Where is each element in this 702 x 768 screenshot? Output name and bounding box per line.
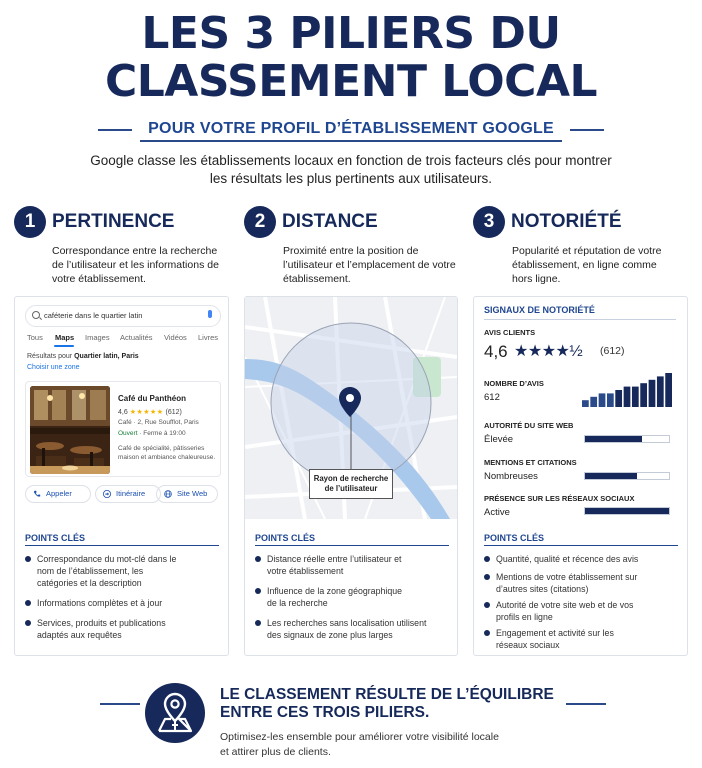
review-count-bar [624,387,631,407]
phone-icon [33,490,41,498]
review-count-bar [632,387,639,407]
directions-label: Itinéraire [116,489,146,498]
results-place: Quartier latin, Paris [74,353,139,360]
notoriete-point-4: Engagement et activité sur les réseaux sociaux [484,627,634,651]
website-label: Site Web [177,489,208,498]
search-icon [32,311,40,319]
signal-1-value: Élevée [484,434,514,445]
place-hours [118,430,186,437]
website-button[interactable] [156,485,218,503]
subtitle-rule-right [570,129,604,131]
place-rating-value: 4,6 [118,409,128,416]
notoriete-point-3: Autorité de votre site web et de vos profils en ligne [484,599,634,623]
review-count-value: 612 [484,392,500,403]
distance-point-2: Influence de la zone géographique de la recherche [255,585,405,609]
signals-title: SIGNAUX DE NOTORIÉTÉ [484,305,595,315]
choose-zone-link[interactable]: Choisir une zone [27,364,80,371]
footer-rule-right [566,703,606,705]
distance-point-3: Les recherches sans localisation utilisent des signaux de zone plus larges [255,617,431,641]
pillar-2-name: DISTANCE [282,211,378,232]
map-location-icon [145,683,205,743]
signal-1-label: AUTORITÉ DU SITE WEB [484,421,574,430]
map-illustration [245,297,457,519]
reviews-label: AVIS CLIENTS [484,328,536,337]
search-input[interactable] [25,305,221,327]
microphone-icon[interactable] [208,310,212,318]
location-pin-icon [339,387,361,417]
pertinence-point-1: Correspondance du mot-clé dans le nom de l’établissement, les catégories et la description [25,553,185,589]
page-title-line2: CLASSEMENT LOCAL [104,56,598,107]
tab-tous[interactable]: Tous [27,333,43,342]
rating-value: 4,6 [484,342,508,361]
review-count-bar [649,380,656,407]
tab-livres[interactable]: Livres [198,333,219,342]
tab-actualites[interactable]: Actualités [120,333,153,342]
page-subtitle: POUR VOTRE PROFIL D’ÉTABLISSEMENT GOOGLE [148,120,554,137]
review-count-chart [582,371,672,407]
footer-rule-left [100,703,140,705]
tab-videos[interactable]: Vidéos [164,333,187,342]
review-count-bar [599,393,606,407]
pertinence-points-rule [25,545,219,546]
signal-3-bar-fill [585,508,669,514]
tab-images[interactable]: Images [85,333,110,342]
search-tabs [27,333,223,347]
search-radius-label: Rayon de recherche de l’utilisateur [309,469,393,499]
pertinence-points-title: POINTS CLÉS [25,533,86,543]
pillar-3-number-badge: 3 [473,206,505,238]
signal-2-value: Nombreuses [484,471,538,482]
review-count-bar [607,393,614,407]
signal-2-label: MENTIONS ET CITATIONS [484,458,577,467]
subtitle-row [0,118,702,142]
results-for [27,353,139,360]
pertinence-point-2: Informations complètes et à jour [25,597,205,609]
signal-3-label: PRÉSENCE SUR LES RÉSEAUX SOCIAUX [484,494,635,503]
globe-icon [164,490,172,498]
pillar-2-description: Proximité entre la position de l’utilisateur et l’emplacement de votre établissement. [283,245,456,285]
footer-subtext-line2: et attirer plus de clients. [220,746,331,758]
distance-points-rule [255,545,449,546]
place-rating [118,408,182,416]
footer-subtext [220,730,499,760]
directions-button[interactable] [95,485,161,503]
place-name: Café du Panthéon [118,394,187,403]
active-tab-indicator [54,345,74,347]
distance-card [244,296,458,656]
signal-2-bar-fill [585,473,637,479]
footer-headline-line1: LE CLASSEMENT RÉSULTE DE L’ÉQUILIBRE [220,686,554,703]
notoriete-card [473,296,688,656]
results-prefix: Résultats pour [27,353,73,360]
call-label: Appeler [46,489,72,498]
map-pin-badge [145,683,205,743]
rating-count: (612) [600,345,625,357]
place-description: Café de spécialité, pâtisseries maison et ambiance chaleureuse. [118,445,216,461]
place-stars: ★★★★★ [129,409,164,416]
pertinence-card [14,296,229,656]
review-count-bar [582,400,589,407]
pillar-3-description: Popularité et réputation de votre établissement, en ligne comme hors ligne. [512,245,662,285]
rating-stars: ★★★★½ [514,343,583,360]
review-count-bar [615,390,622,407]
review-count-bar [665,373,672,407]
signal-3-value: Active [484,507,510,518]
pillar-3-name: NOTORIÉTÉ [511,211,622,232]
place-open-status: Ouvert [118,430,138,437]
review-count-label: NOMBRE D’AVIS [484,379,544,388]
review-count-bar [640,383,647,407]
notoriete-points-title: POINTS CLÉS [484,533,545,543]
signal-3-bar [584,507,670,515]
signals-rule [484,319,676,320]
call-button[interactable] [25,485,91,503]
pertinence-point-3: Services, produits et publications adaptés aux requêtes [25,617,175,641]
distance-points-title: POINTS CLÉS [255,533,316,543]
subtitle-rule-left [98,129,132,131]
pillar-1-name: PERTINENCE [52,211,175,232]
tab-maps[interactable]: Maps [55,333,75,342]
review-count-bar [657,376,664,407]
search-query: caféterie dans le quartier latin [44,311,143,320]
place-closing-time: · Ferme à 19:00 [139,430,186,437]
place-address: Café · 2, Rue Soufflot, Paris [118,419,199,426]
intro-text: Google classe les établissements locaux en fonction de trois facteurs clés pour montrer les résultats les plus pertinents aux utilisateurs. [90,153,612,186]
page-title-line1: LES 3 PILIERS DU [141,8,561,59]
review-count-bar [590,397,597,407]
pillar-1-number-badge: 1 [14,206,46,238]
signal-1-bar-fill [585,436,642,442]
directions-icon [103,490,111,498]
notoriete-points-rule [484,545,678,546]
footer-subtext-line1: Optimisez-les ensemble pour améliorer votre visibilité locale [220,731,499,743]
notoriete-point-2: Mentions de votre établissement sur d’autres sites (citations) [484,571,644,595]
pillar-2-number-badge: 2 [244,206,276,238]
signal-1-bar [584,435,670,443]
footer-headline [220,686,554,722]
notoriete-point-1: Quantité, qualité et récence des avis [484,553,674,565]
subtitle-underline [140,140,562,142]
place-review-count: (612) [165,409,182,416]
signal-2-bar [584,472,670,480]
cafe-photo [30,386,110,474]
place-result-card[interactable] [25,381,221,477]
pillar-1-description: Correspondance entre la recherche de l’utilisateur et les informations de votre établissement. [52,245,219,285]
distance-point-1: Distance réelle entre l’utilisateur et votre établissement [255,553,405,577]
footer-headline-line2: ENTRE CES TROIS PILIERS. [220,704,430,721]
